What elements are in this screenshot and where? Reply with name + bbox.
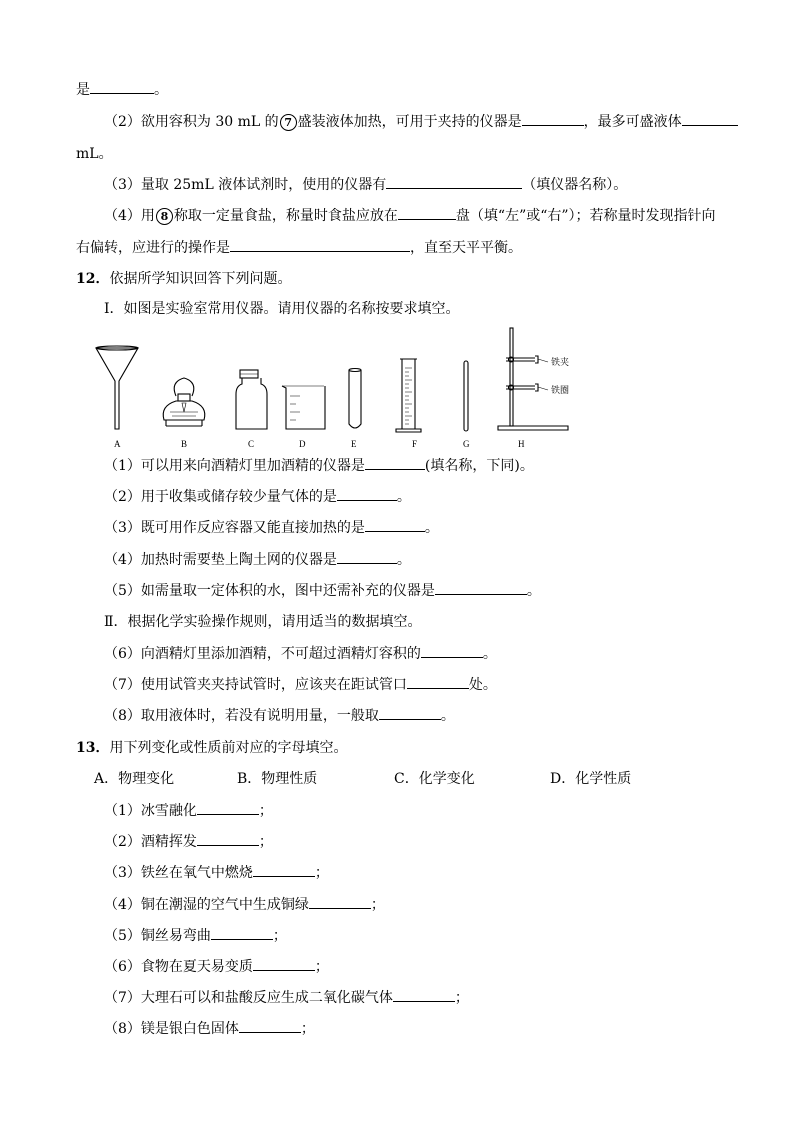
answer-blank[interactable] xyxy=(407,676,469,689)
line-1 xyxy=(76,81,168,99)
text: ； xyxy=(258,803,273,819)
text: ； xyxy=(370,897,385,913)
question-13-item-2 xyxy=(104,833,273,851)
text: Ⅱ．根据化学实验操作规则，请用适当的数据填空。 xyxy=(104,614,422,630)
question-12-item-5 xyxy=(104,582,541,600)
text: mL。 xyxy=(76,146,113,162)
text: ，最多可盛液体 xyxy=(583,114,682,130)
text: （5）如需量取一定体积的水，图中还需补充的仪器是 xyxy=(104,583,435,599)
option-a: A．物理变化 xyxy=(94,771,175,787)
label-c: C xyxy=(248,439,255,449)
text: （7）使用试管夹夹持试管时，应该夹在距试管口 xyxy=(104,677,407,693)
alcohol-lamp-icon xyxy=(163,378,205,426)
text: 右偏转，应进行的操作是 xyxy=(76,240,230,256)
text: （3）铁丝在氧气中燃烧 xyxy=(104,865,253,881)
text: （4）用 xyxy=(104,208,155,224)
text: （4）加热时需要垫上陶土网的仪器是 xyxy=(104,552,337,568)
text: Ⅰ．如图是实验室常用仪器。请用仪器的名称按要求填空。 xyxy=(104,301,460,317)
label-iron-ring: 铁圈 xyxy=(551,386,570,396)
text: （3）既可用作反应容器又能直接加热的是 xyxy=(104,520,365,536)
answer-blank[interactable] xyxy=(522,113,584,126)
line-6 xyxy=(76,239,522,257)
lab-apparatus-figure xyxy=(90,326,590,454)
text: （7）大理石可以和盐酸反应生成二氧化碳气体 xyxy=(104,990,393,1006)
beaker-icon xyxy=(282,386,325,429)
text: （1）可以用来向酒精灯里加酒精的仪器是 xyxy=(104,458,365,474)
text: （6）食物在夏天易变质 xyxy=(104,959,253,975)
text: （3）量取 25mL 液体试剂时，使用的仪器有 xyxy=(104,177,387,193)
text: ； xyxy=(314,865,329,881)
question-13-heading xyxy=(76,739,347,757)
text: 是 xyxy=(76,82,90,98)
text: 。 xyxy=(526,583,541,599)
option-c: C．化学变化 xyxy=(394,771,475,787)
option-d: D．化学性质 xyxy=(550,771,632,787)
text: （8）取用液体时，若没有说明用量，一般取 xyxy=(104,708,379,724)
question-11-item-2 xyxy=(104,113,738,131)
question-13-item-8 xyxy=(104,1020,315,1038)
text: 盘（填“左”或“右”）；若称量时发现指针向 xyxy=(455,208,716,224)
question-13-item-3 xyxy=(104,864,329,882)
question-13-item-1 xyxy=(104,802,273,820)
answer-blank[interactable] xyxy=(365,457,425,470)
answer-blank[interactable] xyxy=(421,645,483,658)
question-12-item-1 xyxy=(104,457,534,475)
part-2-heading xyxy=(104,613,422,631)
text: 处。 xyxy=(468,677,497,693)
part-1-heading xyxy=(104,300,460,318)
label-b: B xyxy=(181,439,188,449)
answer-blank[interactable] xyxy=(365,519,425,532)
question-12-item-4 xyxy=(104,551,411,569)
question-12-heading xyxy=(76,270,291,288)
text: （5）铜丝易弯曲 xyxy=(104,928,211,944)
answer-blank[interactable] xyxy=(393,989,455,1002)
answer-blank[interactable] xyxy=(253,864,315,877)
reagent-bottle-icon xyxy=(236,370,267,429)
answer-blank[interactable] xyxy=(211,927,273,940)
question-12-item-8 xyxy=(104,707,455,725)
answer-blank[interactable] xyxy=(309,896,371,909)
label-f: F xyxy=(412,439,418,449)
answer-blank[interactable] xyxy=(197,802,259,815)
question-13-item-5 xyxy=(104,927,287,945)
answer-blank[interactable] xyxy=(398,207,456,220)
question-13-item-4 xyxy=(104,896,385,914)
glass-rod-icon xyxy=(464,361,468,431)
question-12-item-6 xyxy=(104,645,497,663)
text: (填名称，下同)。 xyxy=(424,458,534,474)
text: （填仪器名称）。 xyxy=(522,177,628,193)
answer-blank[interactable] xyxy=(379,707,441,720)
text: ； xyxy=(314,959,329,975)
measuring-cylinder-icon xyxy=(396,359,421,432)
answer-blank[interactable] xyxy=(435,582,527,595)
test-tube-icon xyxy=(349,369,361,429)
circled-number-7: 7 xyxy=(280,114,297,131)
question-12-item-3 xyxy=(104,519,439,537)
text: （2）欲用容积为 30 mL 的 xyxy=(104,114,279,130)
answer-blank[interactable] xyxy=(239,1020,301,1033)
question-11-item-4 xyxy=(104,207,716,225)
text: 。 xyxy=(482,646,497,662)
label-d: D xyxy=(299,439,306,449)
question-11-item-3 xyxy=(104,176,627,194)
text: ； xyxy=(300,1021,315,1037)
text: 。 xyxy=(396,552,411,568)
text: ； xyxy=(258,834,273,850)
text: （2）用于收集或储存较少量气体的是 xyxy=(104,489,337,505)
label-g: G xyxy=(463,439,470,449)
text: （1）冰雪融化 xyxy=(104,803,197,819)
answer-blank[interactable] xyxy=(90,81,154,94)
text: 。 xyxy=(396,489,411,505)
option-b: B．物理性质 xyxy=(237,771,318,787)
label-iron-clamp: 铁夹 xyxy=(551,358,570,368)
text: 。 xyxy=(424,520,439,536)
text: 。 xyxy=(440,708,455,724)
question-12-item-7 xyxy=(104,676,497,694)
text: 盛装液体加热，可用于夹持的仪器是 xyxy=(297,114,522,130)
circled-number-8: 8 xyxy=(156,208,173,225)
text: （8）镁是银白色固体 xyxy=(104,1021,239,1037)
question-number: 13． xyxy=(76,740,110,756)
answer-blank[interactable] xyxy=(682,113,738,126)
text: （2）酒精挥发 xyxy=(104,834,197,850)
text: （6）向酒精灯里添加酒精，不可超过酒精灯容积的 xyxy=(104,646,421,662)
text: ； xyxy=(272,928,287,944)
question-13-item-6 xyxy=(104,958,329,976)
text: ，直至天平平衡。 xyxy=(410,240,522,256)
question-text: 用下列变化或性质前对应的字母填空。 xyxy=(109,740,348,756)
question-text: 依据所学知识回答下列问题。 xyxy=(109,271,292,287)
answer-blank[interactable] xyxy=(386,176,522,189)
answer-blank[interactable] xyxy=(253,958,315,971)
answer-blank[interactable] xyxy=(337,488,397,501)
question-13-item-7 xyxy=(104,989,469,1007)
label-h: H xyxy=(518,439,525,449)
text: （4）铜在潮湿的空气中生成铜绿 xyxy=(104,897,309,913)
text: 。 xyxy=(154,82,168,98)
question-12-item-2 xyxy=(104,488,411,506)
text: 称取一定量食盐，称量时食盐应放在 xyxy=(173,208,398,224)
iron-stand-icon xyxy=(498,328,568,430)
answer-blank[interactable] xyxy=(197,833,259,846)
label-a: A xyxy=(114,439,121,449)
label-e: E xyxy=(351,439,357,449)
answer-blank[interactable] xyxy=(337,551,397,564)
funnel-icon xyxy=(96,346,138,429)
text: ； xyxy=(454,990,469,1006)
line-3 xyxy=(76,145,113,163)
question-number: 12． xyxy=(76,271,110,287)
answer-blank[interactable] xyxy=(230,239,410,252)
